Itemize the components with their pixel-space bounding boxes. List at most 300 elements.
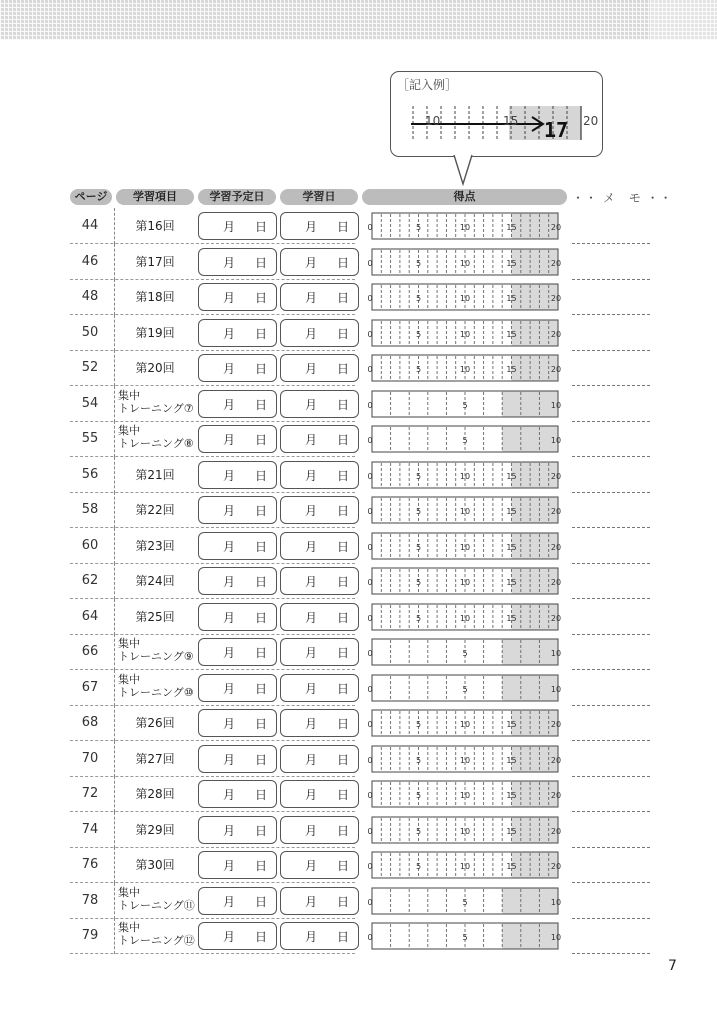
date-day-label: 日 — [255, 504, 268, 518]
row-item: 第23回 — [135, 538, 175, 553]
date-day-label: 日 — [337, 717, 350, 731]
row-page: 46 — [81, 253, 99, 269]
date-day-label: 日 — [255, 788, 268, 802]
score-label: 20 — [550, 578, 562, 587]
study-date-field[interactable] — [280, 248, 359, 276]
score-label: 10 — [550, 400, 562, 410]
row-item-bottom: トレーニング⑧ — [118, 437, 194, 450]
score-label: 20 — [550, 223, 562, 232]
date-day-label: 日 — [337, 362, 350, 376]
score-label: 5 — [415, 258, 422, 268]
score-label: 0 — [367, 294, 373, 303]
row-page: 55 — [81, 431, 99, 446]
date-day-label: 日 — [337, 539, 350, 554]
score-label: 5 — [415, 613, 422, 623]
score-label: 0 — [367, 933, 373, 942]
row-page: 60 — [81, 537, 99, 553]
row-item-cell — [114, 457, 195, 493]
table-row — [0, 421, 717, 457]
study-date-field[interactable] — [280, 354, 359, 382]
row-item: 第19回 — [135, 325, 175, 340]
date-month-label: 月 — [305, 859, 318, 873]
study-date-field[interactable] — [280, 780, 359, 808]
score-gauge[interactable] — [365, 353, 566, 383]
date-day-label: 日 — [255, 823, 268, 838]
date-day-label: 日 — [255, 717, 268, 731]
score-label: 0 — [367, 365, 373, 374]
row-item: 第29回 — [135, 822, 175, 837]
score-label: 15 — [506, 578, 517, 587]
row-item: 第16回 — [135, 219, 175, 233]
score-gauge[interactable] — [365, 531, 566, 561]
row-page: 52 — [81, 360, 99, 375]
score-gauge[interactable] — [365, 850, 566, 880]
row-item-cell — [114, 670, 195, 706]
date-day-label: 日 — [255, 220, 268, 234]
memo-line[interactable] — [572, 953, 650, 954]
row-item-top: 集中 — [118, 885, 140, 899]
row-item-cell — [114, 599, 195, 635]
score-label: 0 — [367, 826, 373, 836]
score-label: 0 — [367, 471, 373, 481]
date-day-label: 日 — [337, 681, 350, 696]
page-number: 7 — [668, 958, 677, 974]
score-gauge[interactable] — [365, 673, 566, 703]
date-day-label: 日 — [337, 397, 350, 412]
planned-date-field[interactable] — [198, 354, 277, 382]
date-day-label: 日 — [337, 326, 350, 341]
example-handwritten-score: 17 — [544, 118, 569, 142]
score-label: 10 — [459, 329, 471, 339]
row-page: 48 — [81, 289, 99, 304]
date-month-label: 月 — [305, 575, 318, 589]
score-label: 0 — [367, 578, 373, 587]
score-label: 0 — [367, 436, 373, 445]
row-item-bottom: トレーニング⑪ — [118, 898, 195, 912]
study-date-field[interactable] — [280, 425, 359, 453]
score-target-zone — [502, 923, 558, 949]
table-row — [0, 705, 717, 741]
score-label: 5 — [415, 507, 422, 516]
score-target-zone — [502, 675, 558, 701]
row-page: 74 — [81, 821, 99, 837]
score-label: 10 — [459, 294, 471, 303]
example-tick-15: 15 — [503, 114, 519, 128]
score-label: 15 — [506, 755, 517, 765]
row-item-cell — [114, 563, 195, 599]
score-gauge[interactable] — [365, 744, 566, 774]
date-day-label: 日 — [255, 539, 268, 554]
score-label: 20 — [550, 258, 562, 268]
date-month-label: 月 — [305, 362, 318, 376]
table-row — [0, 386, 717, 422]
planned-date-field[interactable] — [198, 851, 277, 879]
score-label: 5 — [415, 862, 422, 871]
score-label: 0 — [367, 684, 373, 694]
score-label: 5 — [415, 791, 422, 800]
date-month-label: 月 — [223, 930, 236, 944]
score-label: 20 — [550, 720, 562, 729]
score-label: 10 — [459, 471, 471, 481]
row-item: 第30回 — [135, 858, 175, 872]
planned-date-field[interactable] — [198, 745, 277, 773]
score-label: 15 — [506, 223, 517, 232]
date-month-label: 月 — [223, 539, 236, 554]
planned-date-field[interactable] — [198, 248, 277, 276]
study-date-field[interactable] — [280, 816, 359, 844]
planned-date-field[interactable] — [198, 425, 277, 453]
score-label: 20 — [550, 294, 562, 303]
planned-date-field[interactable] — [198, 461, 277, 489]
score-label: 20 — [550, 613, 562, 623]
row-item-cell — [114, 350, 195, 386]
study-date-field[interactable] — [280, 319, 359, 347]
score-label: 15 — [506, 862, 517, 871]
example-callout — [390, 71, 603, 157]
score-label: 20 — [550, 365, 562, 374]
date-day-label: 日 — [337, 646, 350, 660]
row-page: 44 — [81, 218, 99, 233]
row-item: 第17回 — [135, 254, 175, 269]
score-target-zone — [502, 391, 558, 417]
example-label: ［記入例］ — [397, 78, 458, 92]
planned-date-field[interactable] — [198, 603, 277, 631]
table-row — [0, 279, 717, 315]
score-label: 15 — [506, 471, 517, 481]
date-month-label: 月 — [305, 468, 318, 483]
score-label: 15 — [506, 329, 517, 339]
row-item-cell — [114, 421, 195, 457]
score-label: 10 — [459, 542, 471, 552]
row-page: 72 — [81, 786, 99, 801]
table-row — [0, 315, 717, 351]
row-page: 64 — [81, 608, 99, 624]
study-date-field[interactable] — [280, 674, 359, 702]
date-day-label: 日 — [337, 610, 350, 625]
row-page: 68 — [81, 715, 99, 730]
score-label: 5 — [462, 897, 468, 907]
row-page: 62 — [81, 573, 99, 588]
score-label: 5 — [415, 471, 422, 481]
date-month-label: 月 — [305, 930, 318, 944]
score-label: 20 — [550, 791, 562, 800]
date-day-label: 日 — [255, 433, 268, 447]
row-item-cell — [114, 528, 195, 564]
table-row — [0, 918, 717, 954]
row-item-cell — [114, 208, 195, 244]
planned-date-field[interactable] — [198, 780, 277, 808]
table-row — [0, 847, 717, 883]
example-tick-10: 10 — [425, 114, 441, 128]
date-month-label: 月 — [223, 468, 236, 483]
score-label: 5 — [415, 578, 422, 587]
score-gauge[interactable] — [365, 708, 566, 738]
row-item: 第22回 — [135, 503, 175, 517]
score-label: 10 — [459, 720, 471, 729]
date-day-label: 日 — [337, 291, 350, 305]
date-day-label: 日 — [255, 575, 268, 589]
date-day-label: 日 — [255, 646, 268, 660]
table-row — [0, 244, 717, 280]
score-label: 15 — [506, 365, 517, 374]
study-date-field[interactable] — [280, 532, 359, 560]
planned-date-field[interactable] — [198, 674, 277, 702]
score-gauge[interactable] — [365, 779, 566, 809]
study-date-field[interactable] — [280, 283, 359, 311]
example-callout-tail — [453, 154, 473, 186]
date-day-label: 日 — [337, 823, 350, 838]
row-item-cell — [114, 244, 195, 280]
score-gauge[interactable] — [365, 921, 566, 951]
score-label: 20 — [550, 471, 562, 481]
example-gauge — [411, 104, 599, 142]
score-gauge[interactable] — [365, 424, 566, 454]
row-item: 第20回 — [135, 361, 175, 375]
planned-date-field[interactable] — [198, 532, 277, 560]
date-month-label: 月 — [223, 681, 236, 696]
score-label: 15 — [506, 791, 517, 800]
row-item-cell — [114, 386, 195, 422]
planned-date-field[interactable] — [198, 922, 277, 950]
planned-date-field[interactable] — [198, 709, 277, 737]
score-target-zone — [502, 639, 558, 665]
score-label: 10 — [459, 826, 471, 836]
score-label: 20 — [550, 542, 562, 552]
planned-date-field[interactable] — [198, 212, 277, 240]
score-label: 10 — [550, 436, 562, 445]
score-gauge[interactable] — [365, 211, 566, 241]
date-month-label: 月 — [223, 504, 236, 518]
row-item-training — [118, 673, 194, 699]
study-date-field[interactable] — [280, 922, 359, 950]
planned-date-field[interactable] — [198, 319, 277, 347]
row-item: 第25回 — [135, 609, 175, 624]
score-label: 15 — [506, 258, 517, 268]
study-date-field[interactable] — [280, 887, 359, 915]
date-day-label: 日 — [255, 291, 268, 305]
score-label: 0 — [367, 223, 373, 232]
row-separator — [70, 953, 355, 954]
score-label: 0 — [367, 649, 373, 658]
header-page: ページ — [70, 189, 112, 205]
row-item-training — [118, 389, 194, 415]
planned-date-field[interactable] — [198, 567, 277, 595]
date-month-label: 月 — [223, 575, 236, 589]
study-date-field[interactable] — [280, 390, 359, 418]
row-page: 66 — [81, 644, 99, 659]
score-gauge[interactable] — [365, 886, 566, 916]
row-item-cell — [114, 776, 195, 812]
score-label: 5 — [415, 826, 422, 836]
date-month-label: 月 — [305, 788, 318, 802]
row-item-cell — [114, 812, 195, 848]
date-month-label: 月 — [305, 326, 318, 341]
study-date-field[interactable] — [280, 496, 359, 524]
row-item-bottom: トレーニング⑨ — [118, 650, 194, 663]
score-label: 20 — [550, 862, 562, 871]
study-date-field[interactable] — [280, 461, 359, 489]
date-day-label: 日 — [255, 859, 268, 873]
row-item: 第27回 — [135, 751, 175, 766]
row-item-top: 集中 — [118, 672, 140, 686]
table-row — [0, 350, 717, 386]
date-month-label: 月 — [305, 681, 318, 696]
row-item-cell — [114, 705, 195, 741]
date-day-label: 日 — [337, 468, 350, 483]
study-date-field[interactable] — [280, 709, 359, 737]
score-label: 0 — [367, 755, 373, 765]
planned-date-field[interactable] — [198, 496, 277, 524]
table-row — [0, 528, 717, 564]
date-month-label: 月 — [223, 894, 236, 909]
score-label: 15 — [506, 294, 517, 303]
score-label: 0 — [367, 791, 373, 800]
score-label: 0 — [367, 400, 373, 410]
date-month-label: 月 — [305, 646, 318, 660]
score-label: 15 — [506, 542, 517, 552]
score-gauge[interactable] — [365, 247, 566, 277]
score-label: 15 — [506, 826, 517, 836]
row-page: 67 — [81, 679, 99, 695]
table-row — [0, 812, 717, 848]
date-month-label: 月 — [305, 752, 318, 767]
row-item-top: 集中 — [118, 388, 140, 402]
planned-date-field[interactable] — [198, 638, 277, 666]
date-month-label: 月 — [305, 255, 318, 270]
score-gauge[interactable] — [365, 495, 566, 525]
score-gauge[interactable] — [365, 566, 566, 596]
row-item-bottom: トレーニング⑩ — [118, 685, 194, 699]
date-day-label: 日 — [337, 255, 350, 270]
row-page: 58 — [81, 502, 99, 517]
score-gauge[interactable] — [365, 815, 566, 845]
date-month-label: 月 — [305, 504, 318, 518]
planned-date-field[interactable] — [198, 887, 277, 915]
date-month-label: 月 — [223, 717, 236, 731]
score-label: 10 — [459, 862, 471, 871]
date-month-label: 月 — [223, 255, 236, 270]
date-day-label: 日 — [255, 930, 268, 944]
score-label: 5 — [462, 933, 468, 942]
score-label: 20 — [550, 826, 562, 836]
date-month-label: 月 — [223, 788, 236, 802]
example-tick-20: 20 — [583, 114, 599, 128]
score-label: 15 — [506, 720, 517, 729]
planned-date-field[interactable] — [198, 816, 277, 844]
header-study-date: 学習日 — [280, 189, 358, 205]
score-label: 10 — [550, 649, 562, 658]
date-month-label: 月 — [305, 433, 318, 447]
table-row — [0, 599, 717, 635]
score-gauge[interactable] — [365, 637, 566, 667]
row-item-training — [118, 637, 194, 663]
score-label: 0 — [367, 613, 373, 623]
row-item-cell — [114, 847, 195, 883]
score-gauge[interactable] — [365, 602, 566, 632]
date-day-label: 日 — [337, 504, 350, 518]
score-label: 10 — [459, 258, 471, 268]
date-month-label: 月 — [223, 220, 236, 234]
row-page: 70 — [81, 750, 99, 766]
score-target-zone — [502, 888, 558, 914]
score-gauge[interactable] — [365, 460, 566, 490]
score-label: 10 — [459, 613, 471, 623]
date-month-label: 月 — [305, 717, 318, 731]
score-label: 0 — [367, 329, 373, 339]
score-gauge[interactable] — [365, 318, 566, 348]
score-label: 5 — [415, 542, 422, 552]
table-row — [0, 208, 717, 244]
study-date-field[interactable] — [280, 745, 359, 773]
date-day-label: 日 — [255, 255, 268, 270]
date-month-label: 月 — [223, 752, 236, 767]
table-row — [0, 492, 717, 528]
table-row — [0, 670, 717, 706]
row-page: 56 — [81, 466, 99, 482]
row-item-cell — [114, 492, 195, 528]
planned-date-field[interactable] — [198, 390, 277, 418]
date-month-label: 月 — [223, 326, 236, 341]
date-day-label: 日 — [337, 859, 350, 873]
score-label: 10 — [459, 791, 471, 800]
score-label: 5 — [462, 400, 468, 410]
study-date-field[interactable] — [280, 567, 359, 595]
score-label: 10 — [459, 223, 471, 232]
score-label: 10 — [459, 365, 471, 374]
date-day-label: 日 — [255, 894, 268, 909]
row-page: 76 — [81, 857, 99, 872]
table-row — [0, 741, 717, 777]
date-month-label: 月 — [305, 894, 318, 909]
date-day-label: 日 — [255, 610, 268, 625]
study-date-field[interactable] — [280, 851, 359, 879]
date-month-label: 月 — [305, 397, 318, 412]
row-item-training — [118, 424, 194, 450]
row-page: 79 — [81, 928, 99, 943]
date-month-label: 月 — [223, 362, 236, 376]
row-item-top: 集中 — [118, 637, 140, 650]
row-item-bottom: トレーニング⑫ — [118, 934, 195, 947]
date-day-label: 日 — [255, 397, 268, 412]
score-label: 10 — [459, 507, 471, 516]
row-item-cell — [114, 634, 195, 670]
table-row — [0, 457, 717, 493]
score-gauge[interactable] — [365, 282, 566, 312]
score-gauge[interactable] — [365, 389, 566, 419]
row-page: 54 — [81, 395, 99, 411]
date-day-label: 日 — [337, 220, 350, 234]
score-label: 0 — [367, 720, 373, 729]
score-label: 0 — [367, 258, 373, 268]
table-row — [0, 776, 717, 812]
study-date-field[interactable] — [280, 638, 359, 666]
table-row — [0, 563, 717, 599]
row-item: 第28回 — [135, 787, 175, 801]
score-label: 15 — [506, 507, 517, 516]
score-label: 10 — [459, 755, 471, 765]
study-date-field[interactable] — [280, 603, 359, 631]
score-label: 20 — [550, 507, 562, 516]
row-item-cell — [114, 918, 195, 954]
date-day-label: 日 — [255, 752, 268, 767]
header-item: 学習項目 — [116, 189, 194, 205]
date-month-label: 月 — [223, 610, 236, 625]
planned-date-field[interactable] — [198, 283, 277, 311]
date-day-label: 日 — [337, 752, 350, 767]
study-date-field[interactable] — [280, 212, 359, 240]
row-item-cell — [114, 315, 195, 351]
date-month-label: 月 — [305, 539, 318, 554]
